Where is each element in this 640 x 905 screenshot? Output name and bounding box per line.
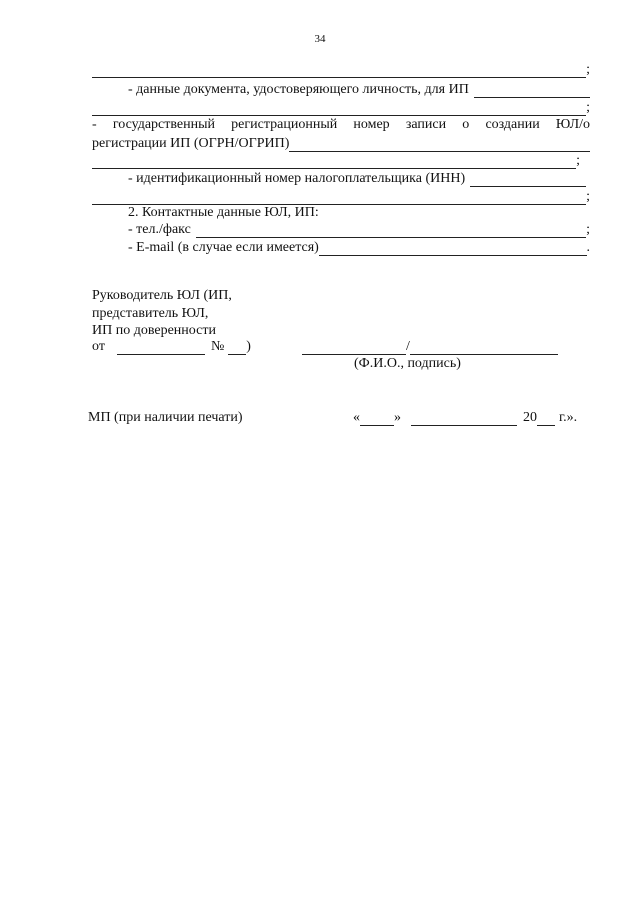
blank-field[interactable] [92,101,586,116]
semicolon: ; [586,222,590,237]
page-number: 34 [314,33,326,45]
signature-field[interactable] [410,340,558,355]
fio-field[interactable] [302,340,406,355]
close-paren: ) [246,339,251,354]
semicolon: ; [586,100,590,115]
proxy-date-field[interactable] [117,340,205,355]
head-line-2: представитель ЮЛ, [92,306,209,321]
blank-line-4 [92,187,590,205]
blank-field[interactable] [92,190,586,205]
email-label: - E-mail (в случае если имеется) [128,240,319,255]
year-suffix: г.». [559,410,578,425]
blank-field[interactable] [92,154,576,169]
signature-line [302,337,558,355]
slash: / [406,339,410,354]
state-reg-line [92,134,590,152]
email-line [92,238,590,256]
state-reg-label-b: регистрации ИП (ОГРН/ОГРИП) [92,136,290,151]
inn-label: - идентификационный номер налогоплательщика (ИНН) [128,171,466,186]
head-line-3: ИП по доверенности [92,323,216,338]
blank-field[interactable] [92,63,586,78]
phone-fax-field[interactable] [196,223,586,238]
blank-line-1 [92,60,590,78]
blank-line-2 [92,98,590,116]
quote-open: « [353,410,360,425]
contacts-heading: 2. Контактные данные ЮЛ, ИП: [128,205,319,220]
semicolon: ; [586,189,590,204]
date-line [353,408,593,426]
period: . [586,240,590,255]
state-reg-label-a: - государственный регистрационный номер записи о создании ЮЛ/о [92,117,590,132]
semicolon: ; [576,153,580,168]
year-prefix: 20 [523,410,537,425]
fio-caption: (Ф.И.О., подпись) [354,356,461,371]
day-field[interactable] [360,411,394,426]
proxy-line [92,337,257,355]
head-line-1: Руководитель ЮЛ (ИП, [92,288,232,303]
month-field[interactable] [411,411,517,426]
proxy-number-field[interactable] [228,340,246,355]
blank-line-3 [92,151,580,169]
identity-doc-field[interactable] [474,83,590,98]
state-reg-field[interactable] [289,137,590,152]
year-field[interactable] [537,411,555,426]
inn-field[interactable] [470,172,586,187]
from-label: от [92,339,105,354]
stamp-label: МП (при наличии печати) [88,410,243,425]
identity-doc-label: - данные документа, удостоверяющего личность, для ИП [128,82,469,97]
identity-doc-line [92,80,590,98]
inn-line [92,169,586,187]
semicolon: ; [586,62,590,77]
number-sign: № [210,339,225,354]
quote-close: » [394,410,401,425]
phone-fax-label: - тел./факс [128,222,191,237]
phone-fax-line [92,220,590,238]
email-field[interactable] [319,241,587,256]
